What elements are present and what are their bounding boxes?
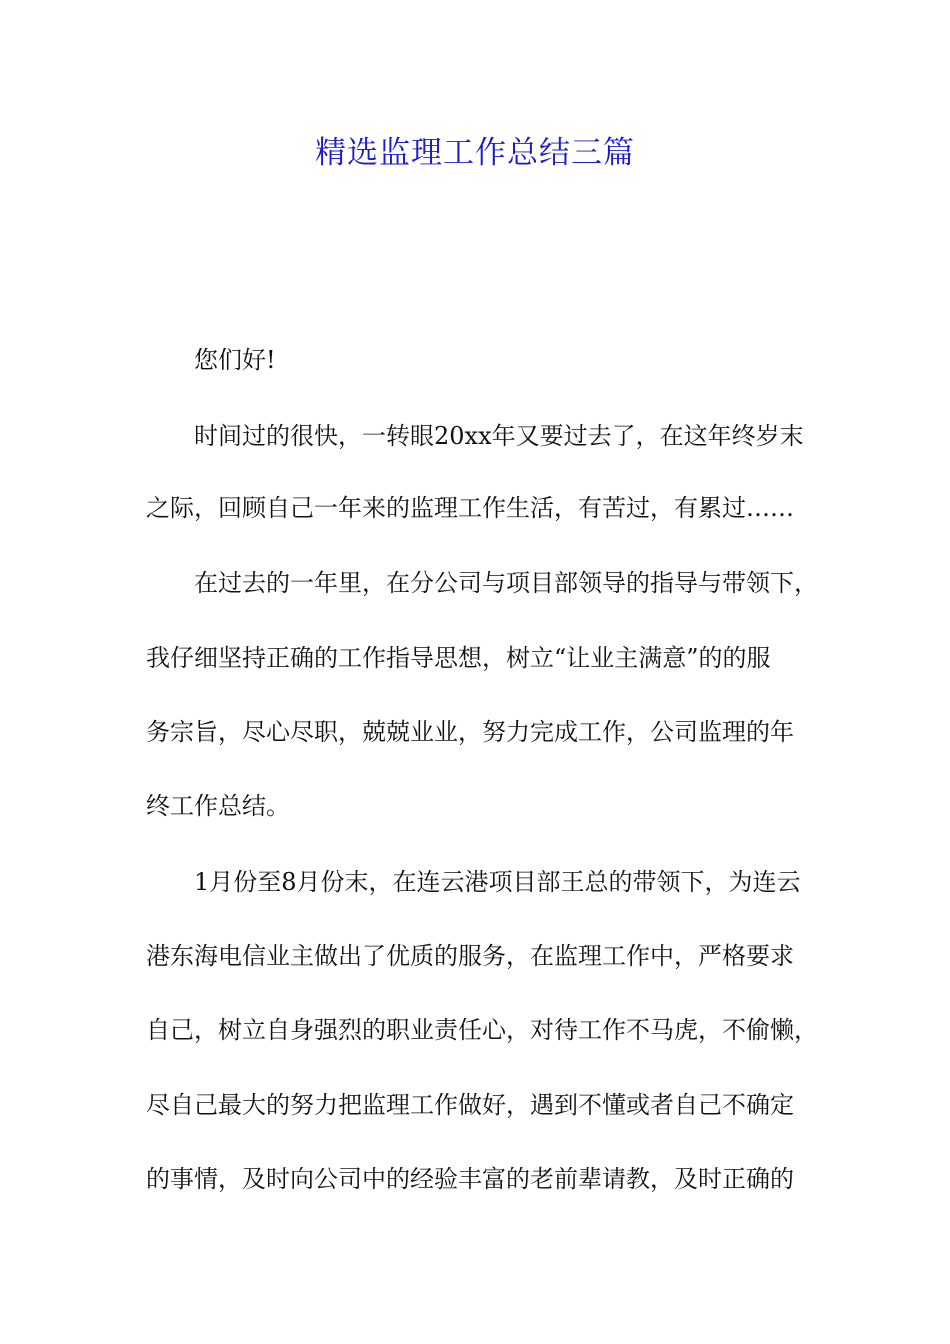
paragraph-1-line-2: 之际，回顾自己一年来的监理工作生活，有苦过，有累过…… — [146, 494, 794, 522]
paragraph-1-line-1: 时间过的很快，一转眼20xx年又要过去了，在这年终岁末 — [194, 422, 804, 450]
paragraph-2-line-3: 务宗旨，尽心尽职，兢兢业业，努力完成工作，公司监理的年 — [146, 718, 794, 746]
paragraph-3-line-5: 的事情，及时向公司中的经验丰富的老前辈请教，及时正确的 — [146, 1165, 794, 1193]
paragraph-2-line-1: 在过去的一年里，在分公司与项目部领导的指导与带领下， — [194, 569, 818, 597]
paragraph-3-line-2: 港东海电信业主做出了优质的服务，在监理工作中，严格要求 — [146, 942, 794, 970]
paragraph-2-line-2: 我仔细坚持正确的工作指导思想，树立“让业主满意”的的服 — [146, 644, 771, 672]
greeting-line: 您们好! — [194, 346, 276, 374]
paragraph-3-line-3: 自己，树立自身强烈的职业责任心，对待工作不马虎，不偷懒， — [146, 1016, 818, 1044]
paragraph-3-line-1: 1月份至8月份末，在连云港项目部王总的带领下，为连云 — [194, 868, 801, 896]
document-title: 精选监理工作总结三篇 — [315, 135, 635, 171]
paragraph-2-line-4: 终工作总结。 — [146, 792, 290, 820]
paragraph-3-line-4: 尽自己最大的努力把监理工作做好，遇到不懂或者自己不确定 — [146, 1091, 794, 1119]
